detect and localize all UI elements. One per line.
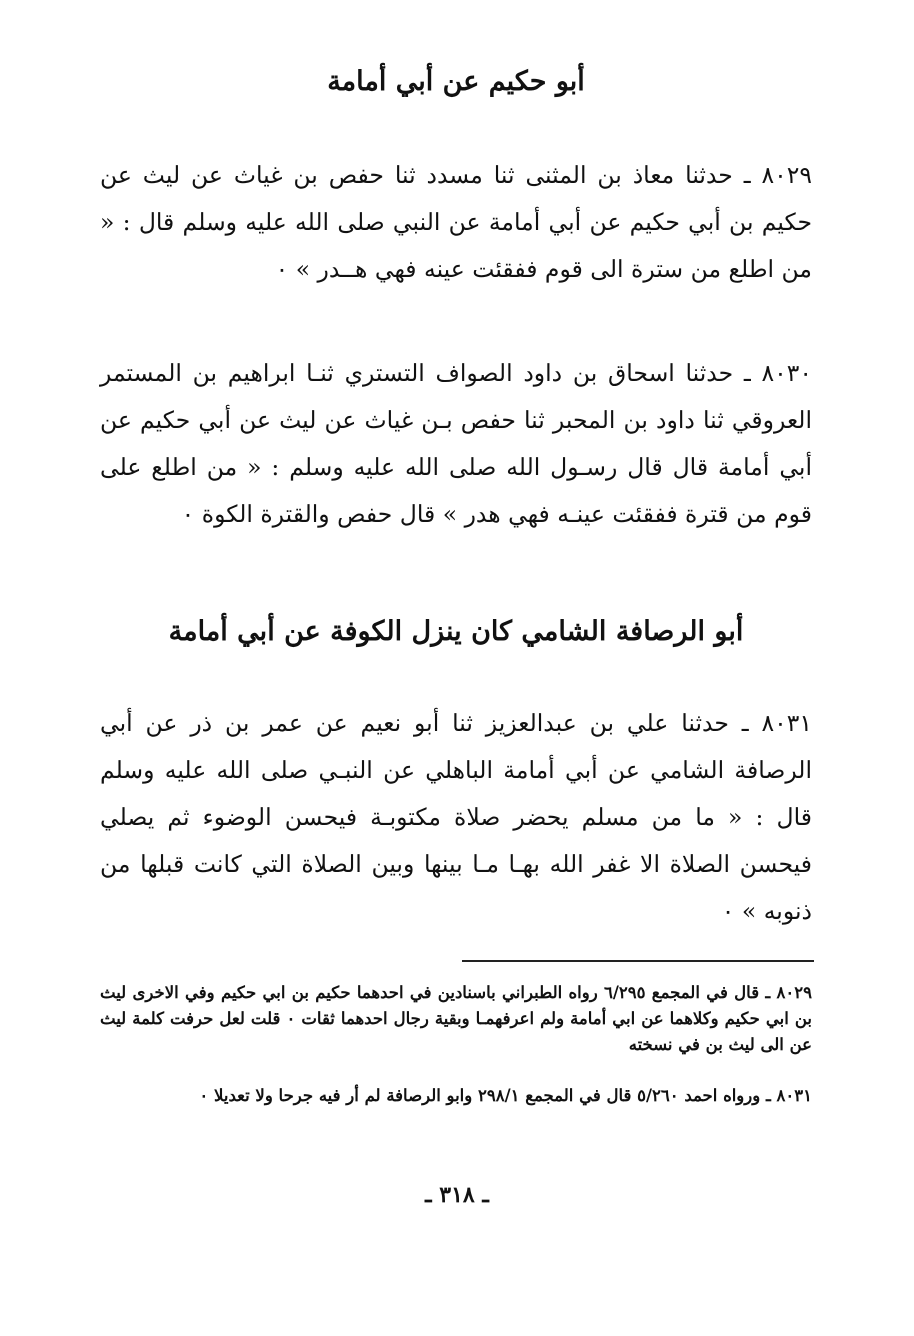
- hadith-8031: ٨٠٣١ ـ حدثنا علي بن عبدالعزيز ثنا أبو نعيم عن عمر بن ذر عن أبي الرصافة الشامي عن أبي أمامة الباهلي عن النبـي صلى الله عليه وسلم قال : « ما من مسلم يحضر صلاة مكتوبـة فيحسن الوضوء ثم يصلي فيحسن الصلاة الا غفر الله بهـا مـا بينها وبين الصلاة التي كانت قبلها من ذنوبه » ٠: [100, 709, 812, 925]
- hadith-8030: ٨٠٣٠ ـ حدثنا اسحاق بن داود الصواف التستري ثنـا ابراهيم بن المستمر العروقي ثنا داود بن المحبر ثنا حفص بـن غياث عن ليث عن أبي حكيم عن أبي أمامة قال قال رسـول الله صلى الله عليه وسلم : « من اطلع على قوم من قترة ففقئت عينـه فهي هدر » قال حفص والقترة الكوة ٠: [100, 359, 812, 528]
- footnote-8031: ٨٠٣١ ـ ورواه احمد ٥/٢٦٠ قال في المجمع ٢٩٨/١ وابو الرصافة لم أر فيه جرحا ولا تعديلا ٠: [199, 1086, 812, 1105]
- footnote-8029: ٨٠٢٩ ـ قال في المجمع ٦/٢٩٥ رواه الطبراني باسنادين في احدهما حكيم بن ابي حكيم وفي الاخرى ليث بن ابي حكيم وكلاهما عن ابي أمامة ولم اعرفهمـا وبقية رجال احدهما ثقات ٠ قلت لعل حرفت كلمة ليث عن الى ليث بن في نسخته: [100, 983, 813, 1054]
- section-heading-abu-al-rusafa: أبو الرصافة الشامي كان ينزل الكوفة عن أبي أمامة: [168, 616, 744, 647]
- hadith-8029: ٨٠٢٩ ـ حدثنا معاذ بن المثنى ثنا مسدد ثنا حفص بن غياث عن ليث عن حكيم بن أبي حكيم عن أبي أمامة عن النبي صلى الله عليه وسلم قال : « من اطلع من سترة الى قوم ففقئت عينه فهي هــدر » ٠: [100, 161, 812, 283]
- section-heading-abu-hakim: أبو حكيم عن أبي أمامة: [327, 66, 585, 97]
- page-number: ـ ٣١٨ ـ: [425, 1182, 489, 1208]
- footnote-divider: [462, 960, 814, 962]
